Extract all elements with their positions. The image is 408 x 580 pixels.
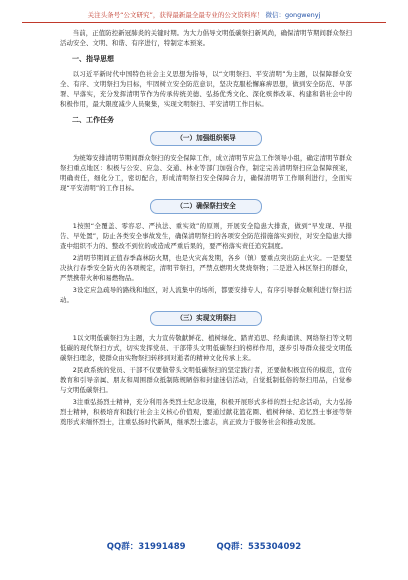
safety-paragraph-2: 2清明节期间正值春季森林防火期，也是火灾高发期，各乡（镇）要重点突出防止火灾。一是要坚决执行春季安全防火的各项规定，清明节祭扫，严禁点燃明火焚烧祭物；二是进入林区祭扫的群众，严禁携带火种和易燃物品。 <box>60 254 352 282</box>
qq-group-2: QQ群：535304092 <box>216 542 302 552</box>
safety-paragraph-1: 1按照“全覆盖、零容忍、严执法、重实效”的原则，开展安全隐患大排查，做到“早发现、早报告、早处置”，防止各类安全事故发生，确保清明祭扫的各项安全防范措施落实到位，对安全隐患大排查中组织不力的、整改不到位的或造成严重后果的，要严格落实责任追究制度。 <box>60 222 352 250</box>
subheading-safety: （二）确保祭扫安全 <box>150 199 262 214</box>
document-body <box>60 28 352 429</box>
subheading-organization: （一）加强组织领导 <box>150 131 262 146</box>
promo-header <box>22 10 386 23</box>
guiding-ideology-paragraph: 以习近平新时代中国特色社会主义思想为指导，以“文明祭扫、平安清明”为主题，以保障群众安全、有序、文明祭扫为目标，牢固树立安全防范意识，坚决克服松懈麻痹思想，做到安全防范、早部署、早落实，充分发挥清明节作为传承传统美德、弘扬优秀文化、深化殡葬改革、构建和谐社会中的积极作用，最大限度减少人员聚集，实现文明祭扫、平安清明工作目标。 <box>60 70 352 108</box>
civilized-paragraph-1: 1以文明低碳祭扫为主题，大力宣传敬献鲜花、植树绿化、踏青追思、经典诵读、网络祭扫等文明低碳的现代祭扫方式，切实发挥党员、干部带头文明低碳祭扫的榜样作用，逐步引导群众接受文明低碳祭扫理念，使群众由实物祭扫转移到对逝者的精神文化传承上来。 <box>60 334 352 362</box>
promo-text: 关注头条号“公文研究”，获得最新最全最专业的公文资料库！ <box>87 11 264 19</box>
qq-group-1: QQ群：31991489 <box>106 542 186 552</box>
subheading-civilized: （三）实现文明祭扫 <box>150 311 262 326</box>
safety-paragraph-3: 3设定应急疏导的路线和地区，对人流集中的场所，都要安排专人，有序引导群众顺利进行祭扫活动。 <box>60 286 352 304</box>
civilized-paragraph-3: 3注重弘扬烈士精神，充分利用各类烈士纪念设施，积极开展形式多样的烈士纪念活动，大力弘扬烈士精神，积极培育和践行社会主义核心价值观，要通过献花篮花圈、植树种绿、追忆烈士事迹等祭奠形式来缅怀烈士，注重弘扬时代新风，继承烈士遗志，真正致力于服务社会和推动发展。 <box>60 398 352 426</box>
civilized-paragraph-2: 2民政系统的党员、干部不仅要做带头文明低碳祭扫的坚定践行者，还要做积极宣传的模范，宣传教育和引导亲属、朋友和周围群众抵制陈规陋俗和封建迷信活动，自觉抵制低俗的祭扫用品，自觉参与文明低碳祭扫。 <box>60 366 352 394</box>
section-heading-tasks: 二、工作任务 <box>72 116 114 124</box>
organization-paragraph: 为统筹安排清明节期间群众祭扫的安全保障工作，成立清明节应急工作领导小组，确定清明节群众祭扫重点地区：积极与公安、应急、交通、林业等部门加强合作，制定完善清明祭扫应急保障预案，明确责任，细化分工，密切配合，形成清明祭扫安全保障合力，确保清明节工作顺利进行，全面实现“平安清明”的工作目标。 <box>60 154 352 192</box>
contact-footer <box>0 540 408 552</box>
section-heading-guiding-ideology: 一、指导思想 <box>72 55 114 63</box>
wechat-id: 微信：gongwenyj <box>265 11 321 19</box>
intro-paragraph: 当前，正值防控新冠肺炎的关键时期。为大力倡导文明低碳祭扫新风尚，确保清明节期间群众祭扫活动安全、文明、和谐、有序进行，特制定本预案。 <box>60 29 352 47</box>
